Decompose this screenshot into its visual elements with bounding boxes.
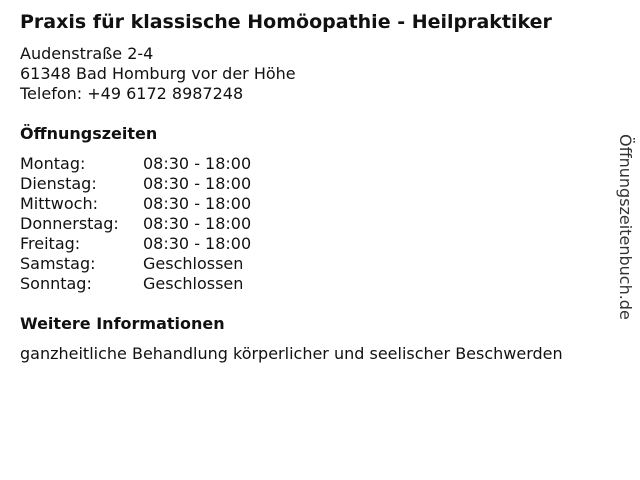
time-value: 08:30 - 18:00 xyxy=(143,194,252,213)
hours-row-sunday xyxy=(20,274,251,294)
phone-number: Telefon: +49 6172 8987248 xyxy=(20,84,244,103)
time-value: Geschlossen xyxy=(143,254,244,273)
street-address: Audenstraße 2-4 xyxy=(20,44,154,63)
opening-hours-list xyxy=(20,154,251,294)
time-value: Geschlossen xyxy=(143,274,244,293)
time-value: 08:30 - 18:00 xyxy=(143,174,252,193)
day-label: Freitag: xyxy=(20,234,81,253)
day-label: Donnerstag: xyxy=(20,214,119,233)
opening-hours-heading: Öffnungszeiten xyxy=(20,124,158,143)
more-info-text: ganzheitliche Behandlung körperlicher und seelischer Beschwerden xyxy=(20,344,563,363)
page-title: Praxis für klassische Homöopathie - Heilpraktiker xyxy=(20,11,552,33)
site-brand-label: Öffnungszeitenbuch.de xyxy=(616,134,635,320)
hours-row-saturday xyxy=(20,254,251,274)
day-label: Samstag: xyxy=(20,254,96,273)
hours-row-thursday xyxy=(20,214,251,234)
address-block xyxy=(20,44,296,104)
day-label: Dienstag: xyxy=(20,174,97,193)
day-label: Sonntag: xyxy=(20,274,92,293)
day-label: Montag: xyxy=(20,154,86,173)
hours-row-wednesday xyxy=(20,194,251,214)
time-value: 08:30 - 18:00 xyxy=(143,214,252,233)
more-info-heading: Weitere Informationen xyxy=(20,314,225,333)
hours-row-friday xyxy=(20,234,251,254)
hours-row-tuesday xyxy=(20,174,251,194)
time-value: 08:30 - 18:00 xyxy=(143,154,252,173)
time-value: 08:30 - 18:00 xyxy=(143,234,252,253)
hours-row-monday xyxy=(20,154,251,174)
day-label: Mittwoch: xyxy=(20,194,98,213)
city-address: 61348 Bad Homburg vor der Höhe xyxy=(20,64,296,83)
